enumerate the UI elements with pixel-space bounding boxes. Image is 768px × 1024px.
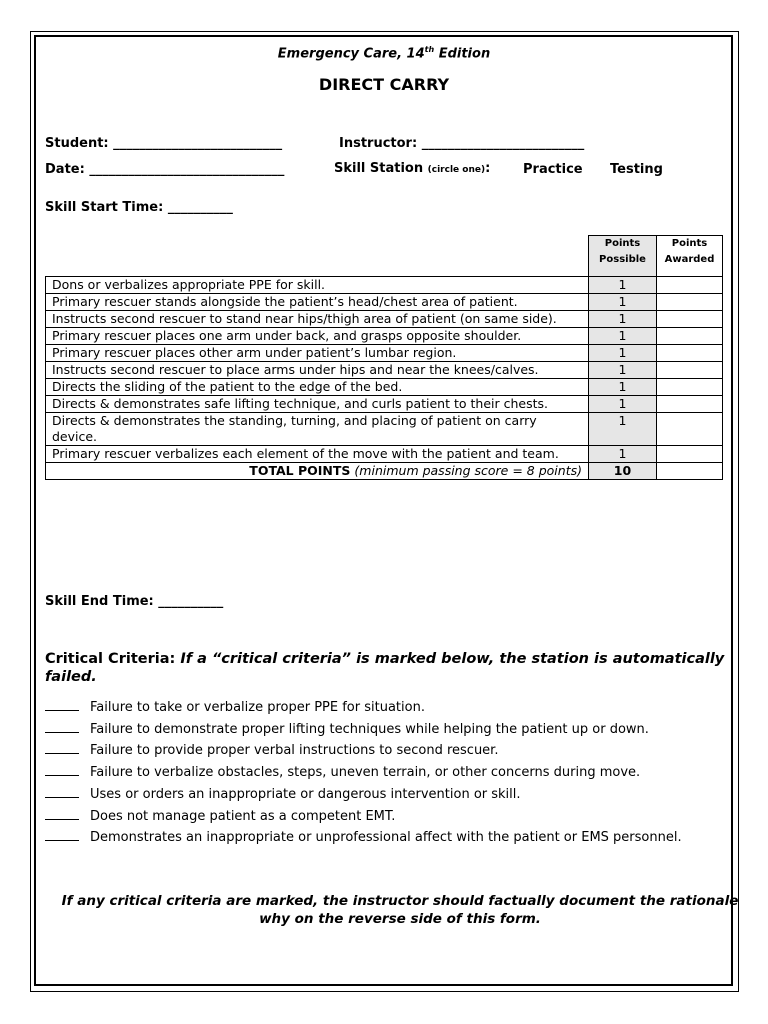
points-possible: 1 [589,396,657,413]
critical-criteria-item[interactable]: Failure to take or verbalize proper PPE for situation. [45,698,425,715]
table-row [46,362,723,379]
skill-start-time-field[interactable]: Skill Start Time: __________ [45,200,233,215]
table-row [46,277,723,294]
skill-step: Instructs second rescuer to place arms under hips and near the knees/calves. [46,362,589,379]
total-points-possible: 10 [589,463,657,480]
skill-step: Directs & demonstrates the standing, turning, and placing of patient on carry device. [46,413,589,446]
points-possible: 1 [589,311,657,328]
points-possible: 1 [589,328,657,345]
total-row [46,463,723,480]
points-awarded-cell[interactable] [657,311,723,328]
skill-step: Instructs second rescuer to stand near hips/thigh area of patient (on same side). [46,311,589,328]
critical-criteria-heading: Critical Criteria: If a “critical criteria” is marked below, the station is automatically failed. [45,651,725,685]
table-row [46,413,723,446]
instructor-field[interactable]: Instructor: _________________________ [339,136,585,151]
checkbox-line[interactable] [45,828,79,841]
points-awarded-cell[interactable] [657,396,723,413]
skill-station-field: Skill Station (circle one): [334,161,491,176]
checkbox-line[interactable] [45,741,79,754]
skill-step: Directs & demonstrates safe lifting technique, and curls patient to their chests. [46,396,589,413]
footer-note: If any critical criteria are marked, the instructor should factually document the rationale why on the reverse side of this form. [61,893,739,927]
skill-step: Primary rescuer places other arm under patient’s lumbar region. [46,345,589,362]
checkbox-line[interactable] [45,698,79,711]
table-row [46,311,723,328]
points-awarded-cell[interactable] [657,294,723,311]
points-possible: 1 [589,294,657,311]
skill-end-time-field[interactable]: Skill End Time: __________ [45,594,224,609]
skills-table [45,235,723,480]
critical-criteria-item[interactable]: Demonstrates an inappropriate or unprofessional affect with the patient or EMS personnel. [45,828,682,845]
table-row [46,446,723,463]
table-row [46,294,723,311]
critical-criteria-item[interactable]: Failure to provide proper verbal instructions to second rescuer. [45,741,498,758]
checkbox-line[interactable] [45,807,79,820]
points-awarded-cell[interactable] [657,446,723,463]
points-awarded-cell[interactable] [657,379,723,396]
points-possible: 1 [589,277,657,294]
points-possible: 1 [589,446,657,463]
points-possible: 1 [589,413,657,446]
table-header-row [46,236,723,277]
checkbox-line[interactable] [45,763,79,776]
skill-step: Directs the sliding of the patient to the edge of the bed. [46,379,589,396]
critical-criteria-item[interactable]: Does not manage patient as a competent EMT. [45,807,395,824]
skill-step: Primary rescuer verbalizes each element of the move with the patient and team. [46,446,589,463]
points-possible-header: Points Possible [589,236,657,277]
points-awarded-header: Points Awarded [657,236,723,277]
total-points-label: TOTAL POINTS (minimum passing score = 8 points) [46,463,589,480]
points-awarded-cell[interactable] [657,413,723,446]
skill-step: Primary rescuer places one arm under back, and grasps opposite shoulder. [46,328,589,345]
checkbox-line[interactable] [45,785,79,798]
critical-criteria-item[interactable]: Failure to demonstrate proper lifting techniques while helping the patient up or down. [45,720,649,737]
testing-option[interactable]: Testing [610,162,663,177]
critical-criteria-item[interactable]: Uses or orders an inappropriate or dangerous intervention or skill. [45,785,521,802]
table-row [46,328,723,345]
table-row [46,345,723,362]
points-possible: 1 [589,379,657,396]
student-field[interactable]: Student: __________________________ [45,136,283,151]
skill-title: DIRECT CARRY [318,75,450,94]
practice-option[interactable]: Practice [523,162,583,177]
points-awarded-cell[interactable] [657,277,723,294]
edition-title: Emergency Care, 14th Edition [277,45,491,62]
table-row [46,396,723,413]
table-row [46,379,723,396]
points-possible: 1 [589,362,657,379]
skill-step: Dons or verbalizes appropriate PPE for skill. [46,277,589,294]
skill-step: Primary rescuer stands alongside the patient’s head/chest area of patient. [46,294,589,311]
checkbox-line[interactable] [45,720,79,733]
critical-criteria-item[interactable]: Failure to verbalize obstacles, steps, uneven terrain, or other concerns during move. [45,763,640,780]
total-points-awarded-cell[interactable] [657,463,723,480]
date-field[interactable]: Date: ______________________________ [45,162,285,177]
points-awarded-cell[interactable] [657,345,723,362]
points-awarded-cell[interactable] [657,328,723,345]
points-possible: 1 [589,345,657,362]
points-awarded-cell[interactable] [657,362,723,379]
